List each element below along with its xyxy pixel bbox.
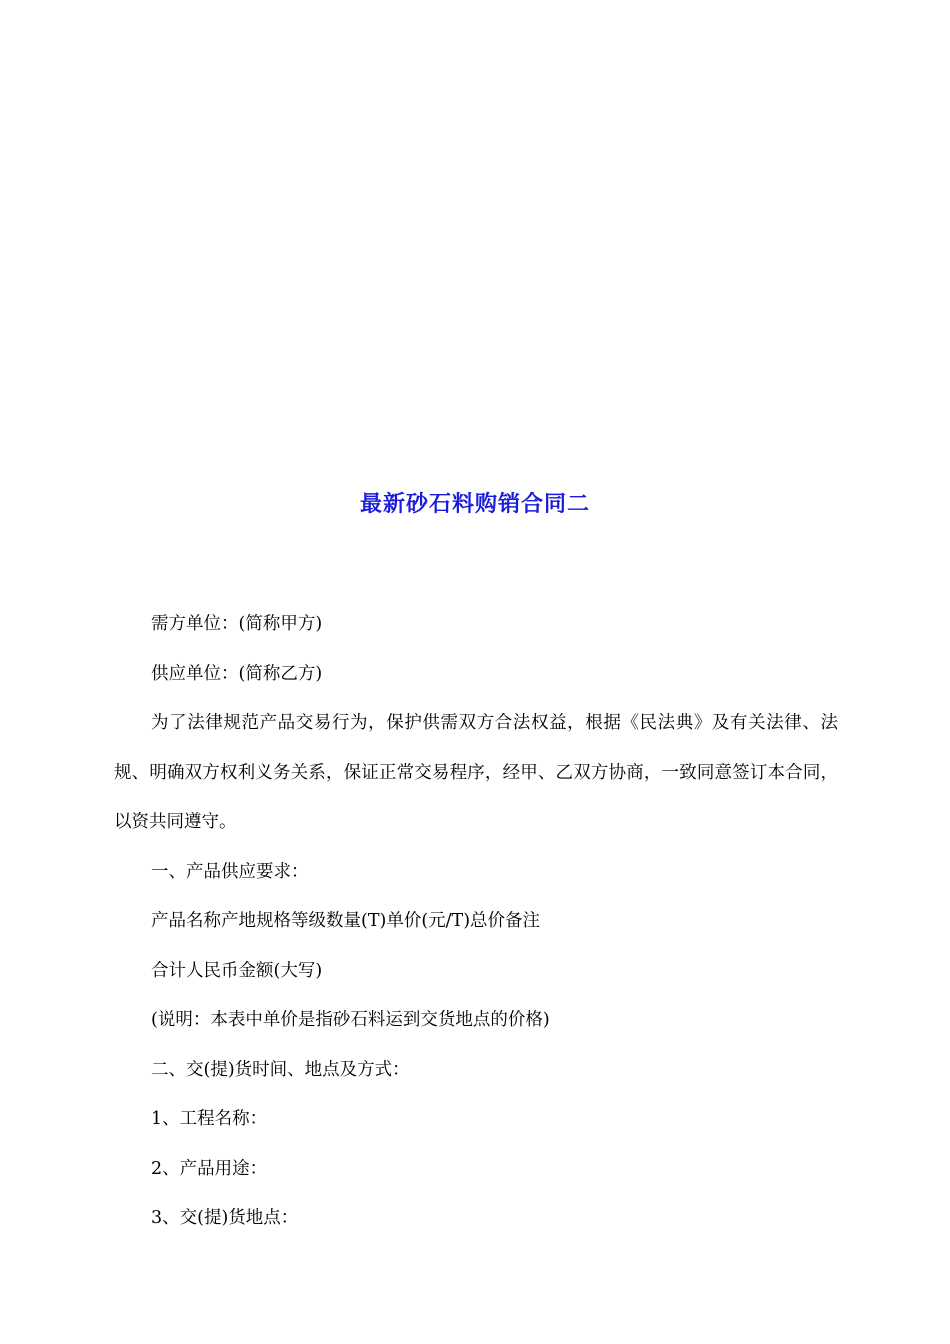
paragraph-buyer: 需方单位：(简称甲方) bbox=[151, 614, 323, 634]
section-heading-product-requirements: 一、产品供应要求： bbox=[151, 861, 309, 882]
paragraph-total-amount: 合计人民币金额(大写) bbox=[151, 960, 323, 981]
paragraph-product-use: 2、产品用途： bbox=[151, 1158, 268, 1179]
paragraph-delivery-location: 3、交(提)货地点： bbox=[151, 1208, 299, 1228]
paragraph-supplier: 供应单位：(简称乙方) bbox=[151, 663, 323, 684]
document-body bbox=[114, 600, 838, 1244]
paragraph-product-table-header: 产品名称产地规格等级数量(T)单价(元/T)总价备注 bbox=[151, 911, 541, 931]
paragraph-preamble: 为了法律规范产品交易行为，保护供需双方合法权益，根据《民法典》及有关法律、法规、明确双方权利义务关系，保证正常交易程序，经甲、乙双方协商，一致同意签订本合同，以资共同遵守。 bbox=[114, 713, 838, 832]
paragraph-project-name: 1、工程名称： bbox=[151, 1109, 268, 1129]
paragraph-price-note: (说明：本表中单价是指砂石料运到交货地点的价格) bbox=[151, 1010, 550, 1030]
section-heading-delivery: 二、交(提)货时间、地点及方式： bbox=[151, 1059, 410, 1080]
document-title: 最新砂石料购销合同二 bbox=[359, 491, 590, 517]
